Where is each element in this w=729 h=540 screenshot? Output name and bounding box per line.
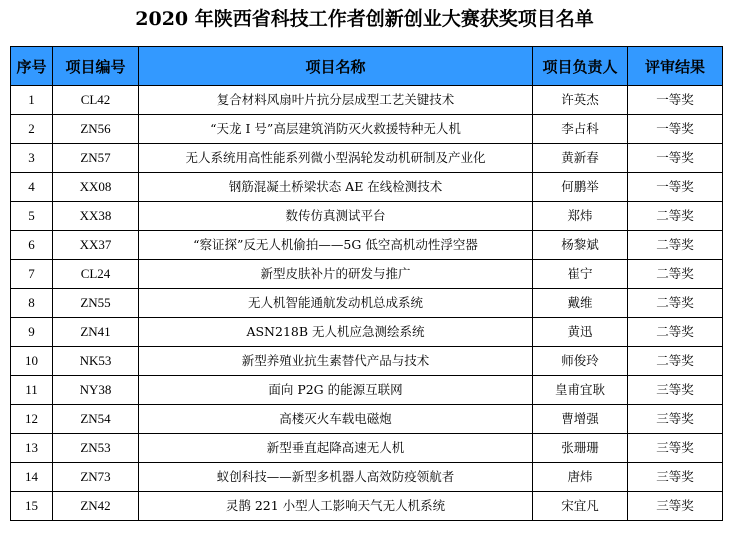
- cell-serial-number: 10: [11, 347, 53, 376]
- header-project-code: 项目编号: [53, 47, 139, 86]
- cell-project-name: 数传仿真测试平台: [139, 202, 533, 231]
- cell-project-name: 无人机智能通航发动机总成系统: [139, 289, 533, 318]
- table-row: [11, 144, 723, 173]
- table-header-row: [11, 47, 723, 86]
- cell-project-name: “察证探”反无人机偷拍——5G 低空高机动性浮空器: [139, 231, 533, 260]
- cell-project-name: 钢筋混凝土桥梁状态 AE 在线检测技术: [139, 173, 533, 202]
- table-row: [11, 463, 723, 492]
- cell-project-name: ASN218B 无人机应急测绘系统: [139, 318, 533, 347]
- table-row: [11, 347, 723, 376]
- cell-project-code: CL42: [53, 86, 139, 115]
- cell-project-lead: 宋宜凡: [533, 492, 628, 521]
- cell-project-name: 复合材料风扇叶片抗分层成型工艺关键技术: [139, 86, 533, 115]
- cell-project-name: 无人系统用高性能系列微小型涡轮发动机研制及产业化: [139, 144, 533, 173]
- cell-review-result: 三等奖: [628, 434, 723, 463]
- cell-serial-number: 8: [11, 289, 53, 318]
- cell-project-code: NY38: [53, 376, 139, 405]
- cell-serial-number: 5: [11, 202, 53, 231]
- cell-review-result: 三等奖: [628, 463, 723, 492]
- header-project-lead: 项目负责人: [533, 47, 628, 86]
- cell-project-code: ZN41: [53, 318, 139, 347]
- cell-serial-number: 7: [11, 260, 53, 289]
- header-review-result: 评审结果: [628, 47, 723, 86]
- award-table: [10, 46, 723, 521]
- table-row: [11, 318, 723, 347]
- cell-serial-number: 1: [11, 86, 53, 115]
- cell-project-code: ZN42: [53, 492, 139, 521]
- cell-project-lead: 皇甫宜耿: [533, 376, 628, 405]
- table-row: [11, 492, 723, 521]
- cell-project-code: ZN54: [53, 405, 139, 434]
- cell-serial-number: 15: [11, 492, 53, 521]
- cell-project-lead: 李占科: [533, 115, 628, 144]
- table-row: [11, 405, 723, 434]
- cell-project-code: ZN56: [53, 115, 139, 144]
- cell-project-lead: 杨黎斌: [533, 231, 628, 260]
- header-project-name: 项目名称: [139, 47, 533, 86]
- page-title: 2020 年陕西省科技工作者创新创业大赛获奖项目名单: [135, 8, 594, 30]
- cell-project-lead: 张珊珊: [533, 434, 628, 463]
- cell-review-result: 二等奖: [628, 260, 723, 289]
- table-row: [11, 260, 723, 289]
- cell-review-result: 一等奖: [628, 173, 723, 202]
- cell-project-name: 蚁创科技——新型多机器人高效防疫领航者: [139, 463, 533, 492]
- cell-serial-number: 12: [11, 405, 53, 434]
- table-row: [11, 86, 723, 115]
- cell-project-name: 高楼灭火车载电磁炮: [139, 405, 533, 434]
- cell-review-result: 一等奖: [628, 115, 723, 144]
- cell-project-lead: 师俊玲: [533, 347, 628, 376]
- cell-review-result: 三等奖: [628, 492, 723, 521]
- cell-project-lead: 何鹏举: [533, 173, 628, 202]
- cell-project-name: “天龙 I 号”高层建筑消防灭火救援特种无人机: [139, 115, 533, 144]
- cell-project-lead: 郑炜: [533, 202, 628, 231]
- cell-project-lead: 唐炜: [533, 463, 628, 492]
- cell-project-lead: 黄新春: [533, 144, 628, 173]
- cell-serial-number: 6: [11, 231, 53, 260]
- cell-serial-number: 9: [11, 318, 53, 347]
- table-row: [11, 434, 723, 463]
- table-row: [11, 115, 723, 144]
- cell-project-code: ZN53: [53, 434, 139, 463]
- cell-project-code: XX38: [53, 202, 139, 231]
- cell-project-code: ZN55: [53, 289, 139, 318]
- cell-review-result: 二等奖: [628, 289, 723, 318]
- cell-project-name: 新型皮肤补片的研发与推广: [139, 260, 533, 289]
- cell-project-code: ZN57: [53, 144, 139, 173]
- table-row: [11, 376, 723, 405]
- cell-project-code: XX08: [53, 173, 139, 202]
- cell-project-code: CL24: [53, 260, 139, 289]
- cell-serial-number: 11: [11, 376, 53, 405]
- cell-project-code: ZN73: [53, 463, 139, 492]
- cell-review-result: 三等奖: [628, 376, 723, 405]
- cell-project-name: 面向 P2G 的能源互联网: [139, 376, 533, 405]
- cell-serial-number: 14: [11, 463, 53, 492]
- cell-serial-number: 13: [11, 434, 53, 463]
- cell-serial-number: 2: [11, 115, 53, 144]
- table-row: [11, 231, 723, 260]
- cell-review-result: 三等奖: [628, 405, 723, 434]
- cell-review-result: 二等奖: [628, 231, 723, 260]
- table-row: [11, 173, 723, 202]
- cell-project-name: 新型垂直起降高速无人机: [139, 434, 533, 463]
- cell-review-result: 一等奖: [628, 86, 723, 115]
- cell-review-result: 二等奖: [628, 347, 723, 376]
- cell-project-lead: 许英杰: [533, 86, 628, 115]
- table-row: [11, 289, 723, 318]
- cell-project-code: XX37: [53, 231, 139, 260]
- cell-project-code: NK53: [53, 347, 139, 376]
- cell-serial-number: 4: [11, 173, 53, 202]
- cell-project-lead: 戴维: [533, 289, 628, 318]
- cell-review-result: 二等奖: [628, 202, 723, 231]
- cell-project-name: 新型养殖业抗生素替代产品与技术: [139, 347, 533, 376]
- cell-serial-number: 3: [11, 144, 53, 173]
- cell-project-lead: 崔宁: [533, 260, 628, 289]
- table-row: [11, 202, 723, 231]
- header-serial-number: 序号: [11, 47, 53, 86]
- cell-project-name: 灵鹊 221 小型人工影响天气无人机系统: [139, 492, 533, 521]
- table-body: [11, 86, 723, 521]
- cell-review-result: 一等奖: [628, 144, 723, 173]
- cell-review-result: 二等奖: [628, 318, 723, 347]
- cell-project-lead: 黄迅: [533, 318, 628, 347]
- cell-project-lead: 曹增强: [533, 405, 628, 434]
